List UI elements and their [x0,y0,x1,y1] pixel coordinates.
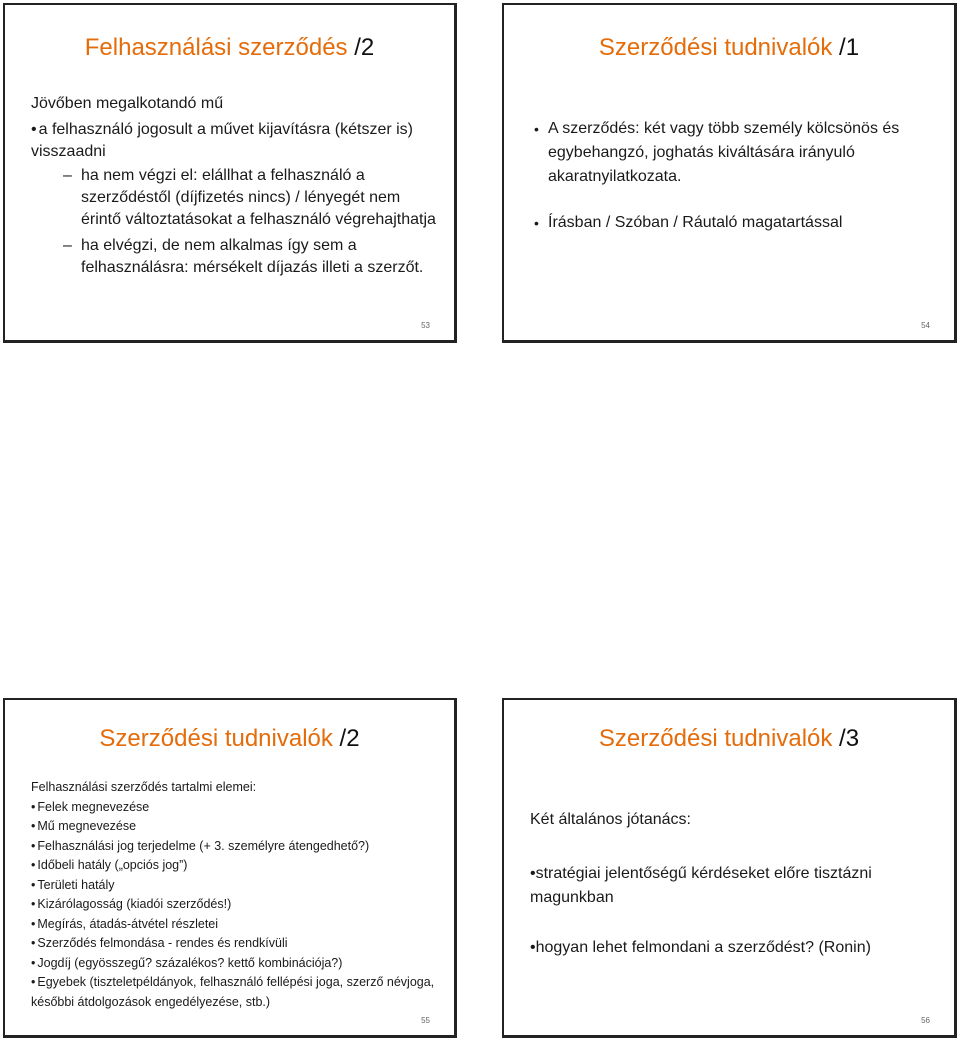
bullet-icon: • [31,858,36,872]
bullet-text: Felhasználási jog terjedelme (+ 3. személyre átengedhető?) [37,838,370,853]
bullet-icon: • [31,975,36,989]
list-item [31,798,451,818]
bullet-icon: • [31,936,36,950]
page-number: 54 [921,321,930,330]
slide-56 [502,698,957,1038]
title-text: Szerződési tudnivalók [99,725,333,752]
dash-icon: – [63,167,72,184]
slide-body [534,117,948,257]
list-item [31,934,451,954]
list-item [31,915,451,935]
sub-item-text: ha nem végzi el: elállhat a felhasználó a szerződéstől (díjfizetés nincs) / lényegét nem érintő változtatásokat a felhasználó végrehajthatja [81,167,436,228]
page-number: 53 [421,321,430,330]
bullet-text: Területi hatály [37,877,115,892]
title-text: Szerződési tudnivalók [598,725,833,752]
bullet-icon: • [534,121,539,137]
sub-item [31,165,441,231]
intro-text: Két általános jótanács: [530,811,691,828]
bullet-icon: • [534,215,539,231]
bullet-text: A szerződés: két vagy több személy kölcsönös és egybehangzó, joghatás kiváltására irányuló akaratnyilatkozata. [548,120,900,185]
list-item [31,119,441,163]
bullet-text: Időbeli hatály („opciós jog”) [37,858,188,872]
slide-body [31,93,441,279]
title-number: /3 [832,725,860,752]
list-item [31,954,451,974]
list-item [530,936,950,960]
bullet-text: a felhasználó jogosult a művet kijavításra (kétszer is) visszaadni [31,121,413,160]
list-item [31,895,451,915]
bullet-text: Megírás, átadás-átvétel részletei [37,916,219,931]
slide-title [5,724,454,754]
bullet-text: stratégiai jelentőségű kérdéseket előre tisztázni magunkban [530,865,872,906]
list-item [31,876,451,896]
dash-icon: – [63,237,72,254]
slide-body [530,808,950,986]
bullet-icon: • [31,838,36,853]
slide-body [31,778,451,1012]
sub-item [31,235,441,279]
slide-53 [3,3,457,343]
bullet-text: Írásban / Szóban / Ráutaló magatartással [548,214,843,231]
title-text: Felhasználási szerződés [84,34,348,61]
list-item [31,837,451,857]
intro-text: Felhasználási szerződés tartalmi elemei: [31,780,257,794]
bullet-text: Kizárólagosság (kiadói szerződés!) [37,897,232,911]
bullet-icon: • [530,939,536,956]
list-item [534,117,948,189]
list-item [31,973,451,1012]
page-number: 56 [921,1016,930,1025]
bullet-text: Mű megnevezése [37,819,137,833]
title-number: /1 [832,34,860,61]
title-number: /2 [332,725,360,752]
slide-54 [502,3,957,343]
sub-item-text: ha elvégzi, de nem alkalmas így sem a felhasználásra: mérsékelt díjazás illeti a szerzőt. [81,237,424,276]
title-number: /2 [347,34,375,61]
bullet-icon: • [31,877,36,892]
bullet-icon: • [31,916,36,931]
list-item [31,856,451,876]
bullet-list [530,862,950,960]
bullet-icon: • [31,799,36,814]
bullet-icon: • [530,865,536,882]
slide-55 [3,698,457,1038]
bullet-text: Egyebek (tiszteletpéldányok, felhasználó fellépési joga, szerző névjoga, későbbi átdolgozások engedélyezése, stb.) [31,975,435,1009]
bullet-icon: • [31,819,36,833]
slide-title [5,33,454,63]
bullet-icon: • [31,955,36,970]
list-item [534,211,948,235]
slide-title [504,724,954,754]
bullet-text: Szerződés felmondása - rendes és rendkívüli [37,936,288,950]
title-text: Szerződési tudnivalók [598,34,833,61]
bullet-icon: • [31,897,36,911]
page-number: 55 [421,1016,430,1025]
slide-title [504,33,954,63]
bullet-icon: • [31,121,37,138]
intro-text: Jövőben megalkotandó mű [31,95,224,112]
bullet-text: hogyan lehet felmondani a szerződést? (Ronin) [535,939,871,956]
list-item [31,817,451,837]
list-item [530,862,950,910]
bullet-text: Felek megnevezése [37,799,150,814]
bullet-text: Jogdíj (egyösszegű? százalékos? kettő kombinációja?) [37,955,343,970]
